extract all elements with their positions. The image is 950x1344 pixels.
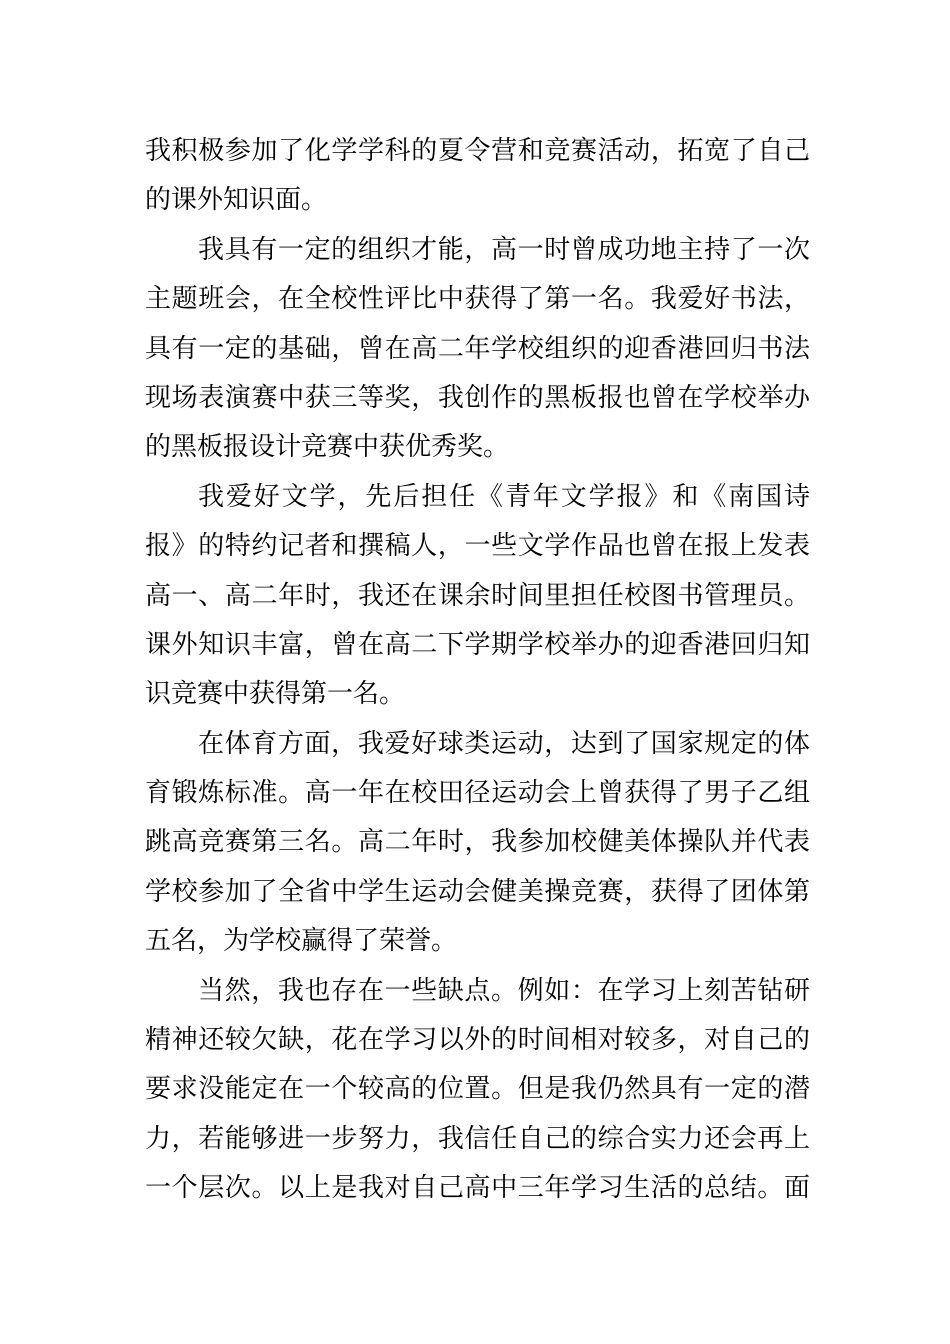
paragraph-3-line-1: 我爱好文学，先后担任《青年文学报》和《南国诗 [198,481,810,512]
paragraph-4-line-5: 五名，为学校赢得了荣誉。 [145,926,458,957]
paragraph-3-line-5: 识竞赛中获得第一名。 [145,679,406,710]
paragraph-1-line-2: 的课外知识面。 [145,185,328,216]
paragraph-5-line-4: 力，若能够进一步努力，我信任自己的综合实力还会再上 [145,1123,810,1154]
paragraph-5-line-1: 当然，我也存在一些缺点。例如：在学习上刻苦钻研 [198,975,810,1006]
paragraph-4-line-1: 在体育方面，我爱好球类运动，达到了国家规定的体 [198,728,810,759]
paragraph-2-line-5: 的黑板报设计竞赛中获优秀奖。 [145,432,510,463]
paragraph-5-line-3: 要求没能定在一个较高的位置。但是我仍然具有一定的潜 [145,1074,810,1105]
paragraph-4-line-4: 学校参加了全省中学生运动会健美操竞赛，获得了团体第 [145,876,810,907]
paragraph-4-line-2: 育锻炼标准。高一年在校田径运动会上曾获得了男子乙组 [145,778,810,809]
paragraph-1-line-1: 我积极参加了化学学科的夏令营和竞赛活动，拓宽了自己 [145,136,810,166]
document-body [145,127,810,1214]
paragraph-2-line-1: 我具有一定的组织才能，高一时曾成功地主持了一次 [198,234,810,265]
paragraph-3-line-4: 课外知识丰富，曾在高二下学期学校举办的迎香港回归知 [145,629,810,660]
paragraph-3-line-3: 高一、高二年时，我还在课余时间里担任校图书管理员。 [145,580,810,611]
paragraph-2-line-3: 具有一定的基础，曾在高二年学校组织的迎香港回归书法 [145,333,810,364]
paragraph-4-line-3: 跳高竞赛第三名。高二年时，我参加校健美体操队并代表 [145,827,810,858]
paragraph-3-line-2: 报》的特约记者和撰稿人，一些文学作品也曾在报上发表 [145,531,810,562]
paragraph-2-line-2: 主题班会，在全校性评比中获得了第一名。我爱好书法， [145,284,810,315]
paragraph-2-line-4: 现场表演赛中获三等奖，我创作的黑板报也曾在学校举办 [145,382,810,413]
paragraph-5-line-5: 一个层次。以上是我对自己高中三年学习生活的总结。面 [145,1173,810,1204]
paragraph-5-line-2: 精神还较欠缺，花在学习以外的时间相对较多，对自己的 [145,1025,810,1056]
